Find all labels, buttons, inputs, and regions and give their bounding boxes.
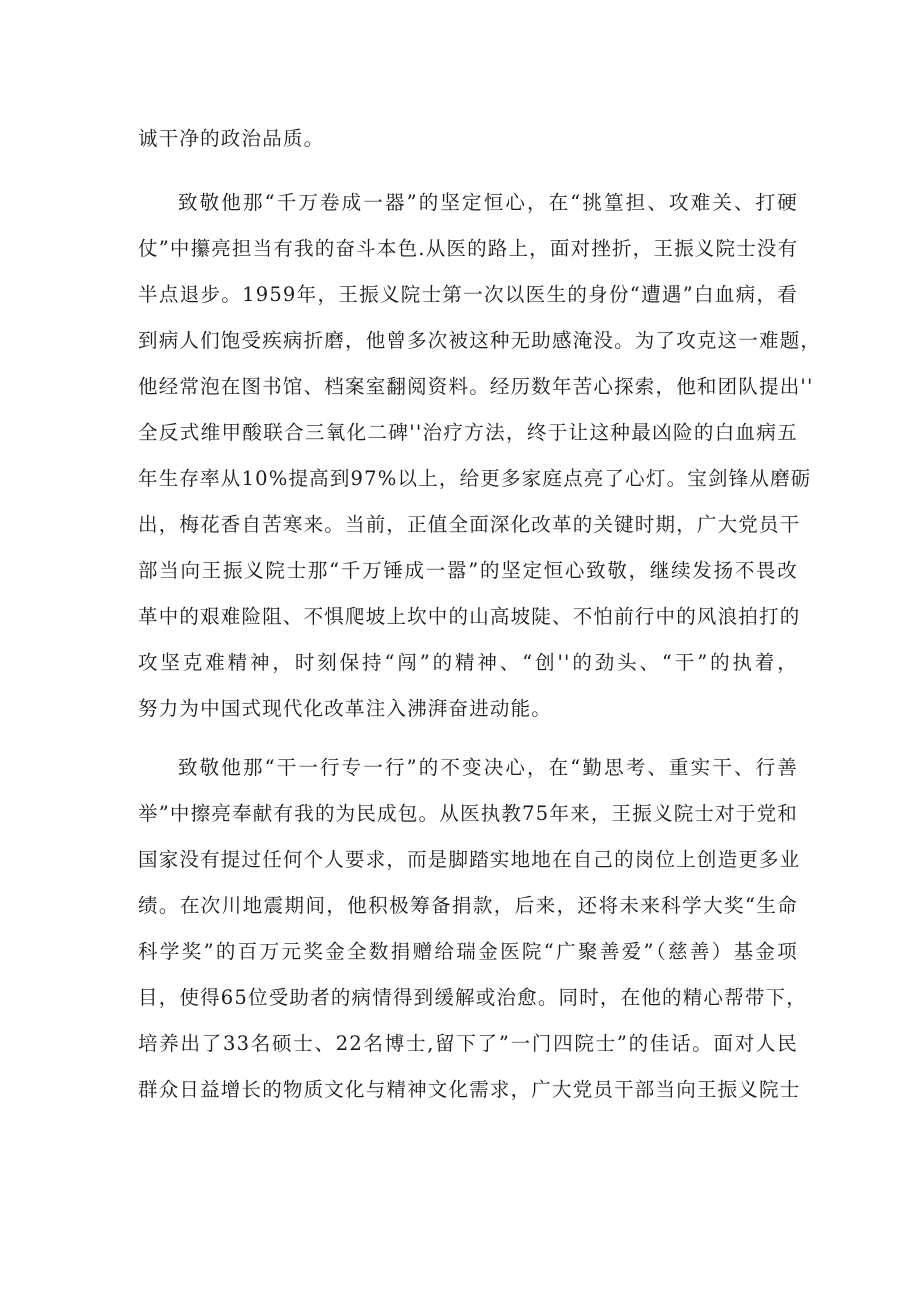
text-line: 培养出了33名硕士、22名博士,留下了”一门四院士”的佳话。面对人民 bbox=[138, 1032, 798, 1055]
text-line: 举”中擦亮奉献有我的为民成包。从医执教75年来，王振义院士对于党和 bbox=[138, 802, 798, 825]
text-line: 科学奖”的百万元奖金全数捐赠给瑞金医院“广聚善爱”（慈善）基金项 bbox=[138, 940, 798, 963]
paragraph-perseverance bbox=[138, 180, 822, 732]
text-line: 他经常泡在图书馆、档案室翻阅资料。经历数年苦心探索，他和团队提出'' bbox=[138, 375, 814, 398]
text-line: 全反式维甲酸联合三氧化二碑''治疗方法，终于让这种最凶险的白血病五 bbox=[138, 421, 798, 444]
text-line: 出，梅花香自苦寒来。当前，正值全面深化改革的关键时期，广大党员干 bbox=[138, 513, 801, 536]
text-line: 半点退步。1959年，王振义院士第一次以医生的身份“遭遇”白血病，看 bbox=[138, 283, 798, 306]
text-line: 仗”中攥亮担当有我的奋斗本色.从医的路上，面对挫折，王振义院士没有 bbox=[138, 237, 799, 260]
text-line: 诚干净的政治品质。 bbox=[138, 127, 325, 150]
text-line: 到病人们饱受疾病折磨，他曾多次被这种无助感淹没。为了攻克这一难题， bbox=[138, 329, 822, 352]
text-line: 群众日益增长的物质文化与精神文化需求，广大党员干部当向王振义院士 bbox=[138, 1078, 801, 1101]
text-line: 努力为中国式现代化改革注入沸湃奋进动能。 bbox=[138, 697, 553, 720]
text-line: 目，使得65位受助者的病情得到缓解或治愈。同时，在他的精心帮带下， bbox=[138, 986, 807, 1009]
text-line: 攻坚克难精神，时刻保持“闯”的精神、“创''的劲头、“干”的执着， bbox=[138, 651, 798, 674]
text-line: 部当向王振义院士那“千万锤成一嚣”的坚定恒心致敬，继续发扬不畏改 bbox=[138, 559, 798, 582]
text-line: 革中的艰难险阻、不惧爬坡上坎中的山高坡陡、不怕前行中的风浪拍打的 bbox=[138, 605, 801, 628]
text-line: 致敬他那“千万卷成一器”的坚定恒心，在“挑篁担、攻难关、打硬 bbox=[178, 191, 798, 214]
text-line: 致敬他那“干一行专一行”的不变决心，在“勤思考、重实干、行善 bbox=[178, 756, 798, 779]
text-line: 绩。在次川地震期间，他积极筹备捐款，后来，还将未来科学大奖“生命 bbox=[138, 894, 798, 917]
paragraph-continuation bbox=[138, 116, 798, 162]
text-line: 年生存率从10%提高到97%以上，给更多家庭点亮了心灯。宝剑锋从磨砺 bbox=[138, 467, 812, 490]
text-line: 国家没有提过任何个人要求，而是脚踏实地地在自己的岗位上创造更多业 bbox=[138, 848, 801, 871]
paragraph-dedication bbox=[138, 745, 807, 1113]
